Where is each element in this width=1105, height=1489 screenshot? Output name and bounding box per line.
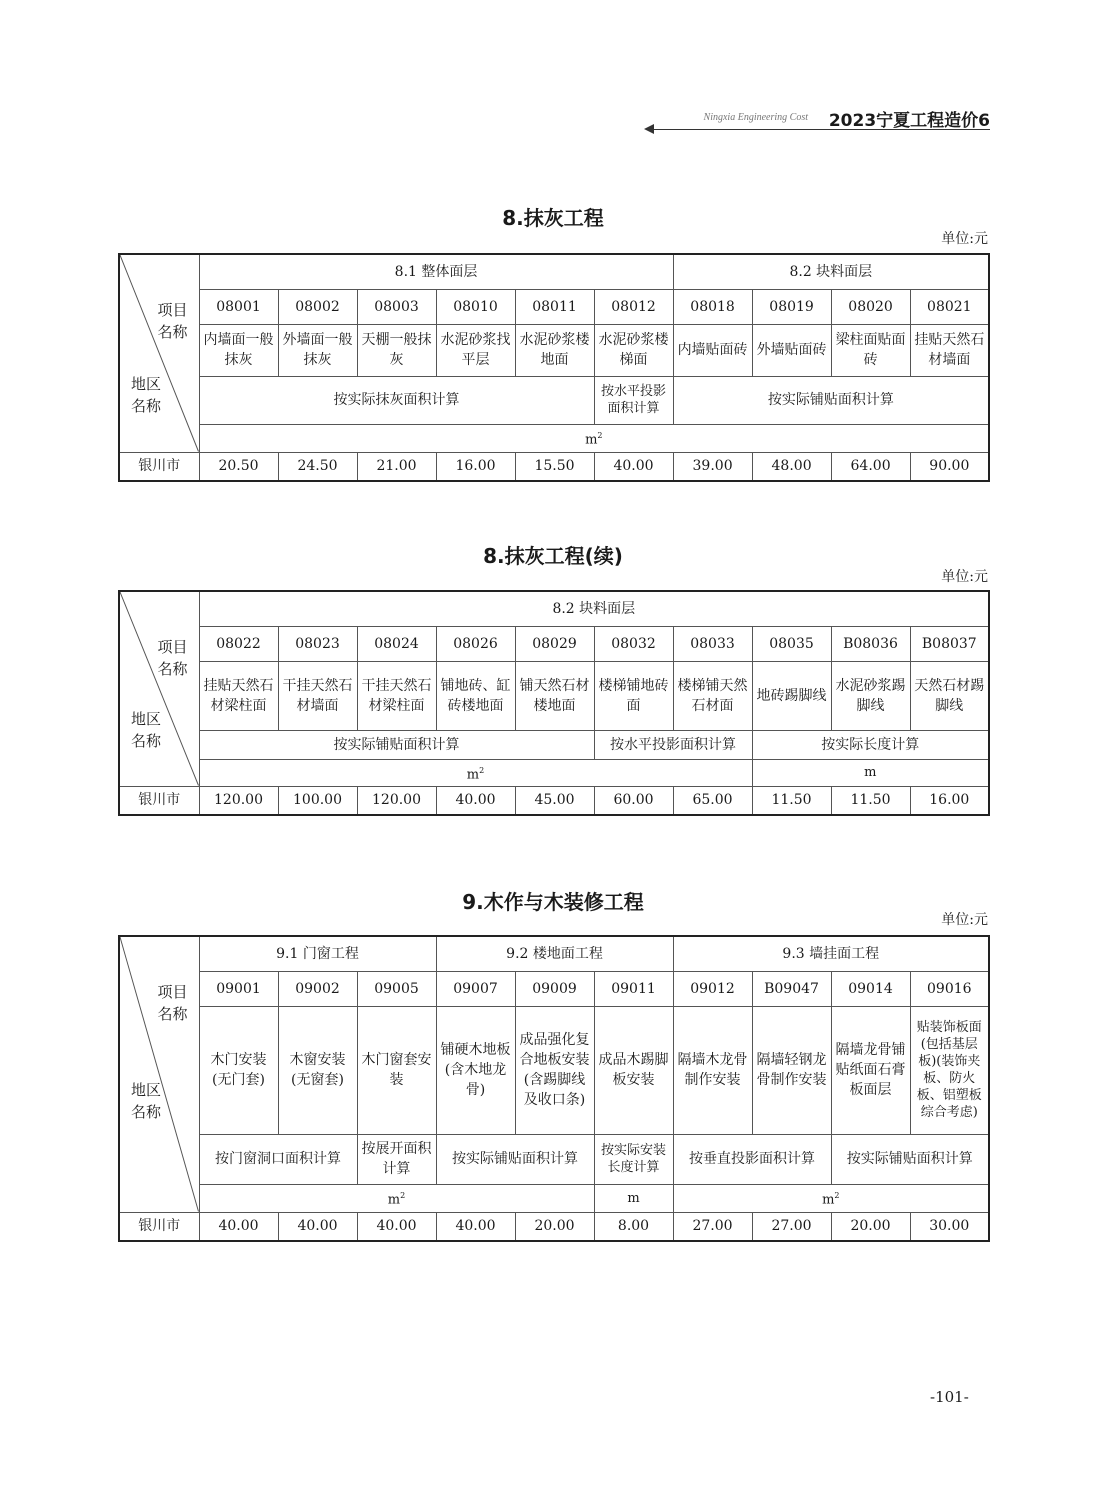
corner-header — [119, 254, 199, 452]
name-cell: 挂贴天然石材墙面 — [910, 324, 989, 376]
price-table-3 — [118, 935, 990, 1242]
code-cell: 09002 — [278, 971, 357, 1006]
rule-cell: 按实际抹灰面积计算 — [199, 376, 594, 424]
unit-cell: $m^2$ — [673, 1184, 989, 1212]
unit-cell: m — [752, 759, 989, 786]
name-cell: 木窗安装(无窗套) — [278, 1006, 357, 1134]
name-cell: 天然石材踢脚线 — [910, 661, 989, 730]
code-cell: 09011 — [594, 971, 673, 1006]
code-cell: 08018 — [673, 289, 752, 324]
code-cell: 08023 — [278, 626, 357, 661]
rule-cell: 按垂直投影面积计算 — [673, 1134, 831, 1184]
value-cell: 60.00 — [594, 786, 673, 815]
unit-cell: m — [594, 1184, 673, 1212]
value-cell: 27.00 — [673, 1212, 752, 1241]
header-chinese: 2023宁夏工程造价6 — [828, 111, 990, 131]
value-cell: 40.00 — [199, 1212, 278, 1241]
name-cell: 楼梯铺地砖面 — [594, 661, 673, 730]
value-cell: 20.00 — [831, 1212, 910, 1241]
rule-cell: 按水平投影面积计算 — [594, 376, 673, 424]
code-cell: B08036 — [831, 626, 910, 661]
value-cell: 21.00 — [357, 452, 436, 481]
value-cell: 30.00 — [910, 1212, 989, 1241]
code-cell: 09016 — [910, 971, 989, 1006]
value-cell: 40.00 — [436, 1212, 515, 1241]
name-cell: 隔墙木龙骨制作安装 — [673, 1006, 752, 1134]
value-cell: 24.50 — [278, 452, 357, 481]
code-cell: 08001 — [199, 289, 278, 324]
name-cell: 水泥砂浆找平层 — [436, 324, 515, 376]
code-cell: 08019 — [752, 289, 831, 324]
rule-cell: 按实际铺贴面积计算 — [436, 1134, 594, 1184]
corner-header — [119, 936, 199, 1212]
name-cell: 水泥砂浆楼地面 — [515, 324, 594, 376]
running-header — [640, 104, 990, 134]
group-header: 8.2 块料面层 — [673, 254, 989, 289]
name-cell: 铺地砖、缸砖楼地面 — [436, 661, 515, 730]
value-cell: 45.00 — [515, 786, 594, 815]
section-title-2: 8.抹灰工程(续) — [483, 544, 623, 568]
rule-cell: 按门窗洞口面积计算 — [199, 1134, 357, 1184]
page-number: -101- — [930, 1388, 969, 1406]
item-name-label: 项目 名称 — [157, 983, 188, 1023]
code-cell: 08020 — [831, 289, 910, 324]
code-cell: 09007 — [436, 971, 515, 1006]
name-cell: 干挂天然石材梁柱面 — [357, 661, 436, 730]
unit-label-1: 单位:元 — [941, 231, 988, 247]
value-cell: 100.00 — [278, 786, 357, 815]
region-cell: 银川市 — [119, 1212, 199, 1241]
rule-cell: 按实际铺贴面积计算 — [831, 1134, 989, 1184]
name-cell: 水泥砂浆踢脚线 — [831, 661, 910, 730]
code-cell: 09009 — [515, 971, 594, 1006]
name-cell: 梁柱面贴面砖 — [831, 324, 910, 376]
name-cell: 天棚一般抹灰 — [357, 324, 436, 376]
unit-cell: $m^2$ — [199, 759, 752, 786]
value-cell: 120.00 — [357, 786, 436, 815]
region-cell: 银川市 — [119, 786, 199, 815]
code-cell: 08026 — [436, 626, 515, 661]
rule-cell: 按实际安装长度计算 — [594, 1134, 673, 1184]
code-cell: 08029 — [515, 626, 594, 661]
value-cell: 40.00 — [278, 1212, 357, 1241]
code-cell: 08035 — [752, 626, 831, 661]
group-header: 9.2 楼地面工程 — [436, 936, 673, 971]
region-name-label: 地区 名称 — [130, 375, 161, 415]
unit-label-3: 单位:元 — [941, 912, 988, 928]
value-cell: 90.00 — [910, 452, 989, 481]
value-cell: 11.50 — [831, 786, 910, 815]
group-header: 8.2 块料面层 — [199, 591, 989, 626]
name-cell: 楼梯铺天然石材面 — [673, 661, 752, 730]
value-cell: 15.50 — [515, 452, 594, 481]
rule-cell: 按实际铺贴面积计算 — [199, 730, 594, 759]
value-cell: 16.00 — [436, 452, 515, 481]
name-cell: 木门安装(无门套) — [199, 1006, 278, 1134]
name-cell: 地砖踢脚线 — [752, 661, 831, 730]
code-cell: 08011 — [515, 289, 594, 324]
rule-cell: 按实际长度计算 — [752, 730, 989, 759]
code-cell: 08032 — [594, 626, 673, 661]
name-cell: 成品木踢脚板安装 — [594, 1006, 673, 1134]
name-cell: 内墙贴面砖 — [673, 324, 752, 376]
name-cell: 外墙贴面砖 — [752, 324, 831, 376]
name-cell: 水泥砂浆楼梯面 — [594, 324, 673, 376]
value-cell: 48.00 — [752, 452, 831, 481]
name-cell: 隔墙龙骨铺贴纸面石膏板面层 — [831, 1006, 910, 1134]
name-cell: 铺天然石材楼地面 — [515, 661, 594, 730]
value-cell: 40.00 — [357, 1212, 436, 1241]
code-cell: B08037 — [910, 626, 989, 661]
code-cell: 08002 — [278, 289, 357, 324]
rule-cell: 按实际铺贴面积计算 — [673, 376, 989, 424]
price-table-2 — [118, 590, 990, 816]
value-cell: 40.00 — [436, 786, 515, 815]
value-cell: 40.00 — [594, 452, 673, 481]
code-cell: 08003 — [357, 289, 436, 324]
name-cell: 外墙面一般抹灰 — [278, 324, 357, 376]
item-name-label: 项目 名称 — [157, 638, 188, 678]
name-cell: 内墙面一般抹灰 — [199, 324, 278, 376]
unit-cell: $m^2$ — [199, 1184, 594, 1212]
region-cell: 银川市 — [119, 452, 199, 481]
code-cell: 09012 — [673, 971, 752, 1006]
header-english: Ningxia Engineering Cost — [703, 112, 808, 123]
item-name-label: 项目 名称 — [157, 301, 188, 341]
price-table-1 — [118, 253, 990, 482]
code-cell: 08033 — [673, 626, 752, 661]
name-cell: 木门窗套安装 — [357, 1006, 436, 1134]
group-header: 9.3 墙挂面工程 — [673, 936, 989, 971]
code-cell: B09047 — [752, 971, 831, 1006]
name-cell: 铺硬木地板(含木地龙骨) — [436, 1006, 515, 1134]
corner-header — [119, 591, 199, 786]
unit-label-2: 单位:元 — [941, 569, 988, 585]
region-name-label: 地区 名称 — [130, 710, 161, 750]
value-cell: 20.00 — [515, 1212, 594, 1241]
value-cell: 39.00 — [673, 452, 752, 481]
value-cell: 16.00 — [910, 786, 989, 815]
name-cell: 贴装饰板面(包括基层板)(装饰夹板、防火板、铝塑板综合考虑) — [910, 1006, 989, 1134]
name-cell: 干挂天然石材墙面 — [278, 661, 357, 730]
code-cell: 09001 — [199, 971, 278, 1006]
value-cell: 27.00 — [752, 1212, 831, 1241]
code-cell: 08024 — [357, 626, 436, 661]
section-title-3: 9.木作与木装修工程 — [462, 890, 644, 914]
value-cell: 120.00 — [199, 786, 278, 815]
name-cell: 成品强化复合地板安装(含踢脚线及收口条) — [515, 1006, 594, 1134]
code-cell: 08022 — [199, 626, 278, 661]
section-title-1: 8.抹灰工程 — [502, 206, 604, 230]
name-cell: 隔墙轻钢龙骨制作安装 — [752, 1006, 831, 1134]
code-cell: 09014 — [831, 971, 910, 1006]
name-cell: 挂贴天然石材梁柱面 — [199, 661, 278, 730]
value-cell: 65.00 — [673, 786, 752, 815]
code-cell: 08021 — [910, 289, 989, 324]
code-cell: 09005 — [357, 971, 436, 1006]
rule-cell: 按展开面积计算 — [357, 1134, 436, 1184]
rule-cell: 按水平投影面积计算 — [594, 730, 752, 759]
unit-cell: $m^2$ — [199, 424, 989, 452]
group-header: 8.1 整体面层 — [199, 254, 673, 289]
code-cell: 08010 — [436, 289, 515, 324]
value-cell: 20.50 — [199, 452, 278, 481]
group-header: 9.1 门窗工程 — [199, 936, 436, 971]
code-cell: 08012 — [594, 289, 673, 324]
value-cell: 11.50 — [752, 786, 831, 815]
value-cell: 64.00 — [831, 452, 910, 481]
value-cell: 8.00 — [594, 1212, 673, 1241]
region-name-label: 地区 名称 — [130, 1081, 161, 1121]
